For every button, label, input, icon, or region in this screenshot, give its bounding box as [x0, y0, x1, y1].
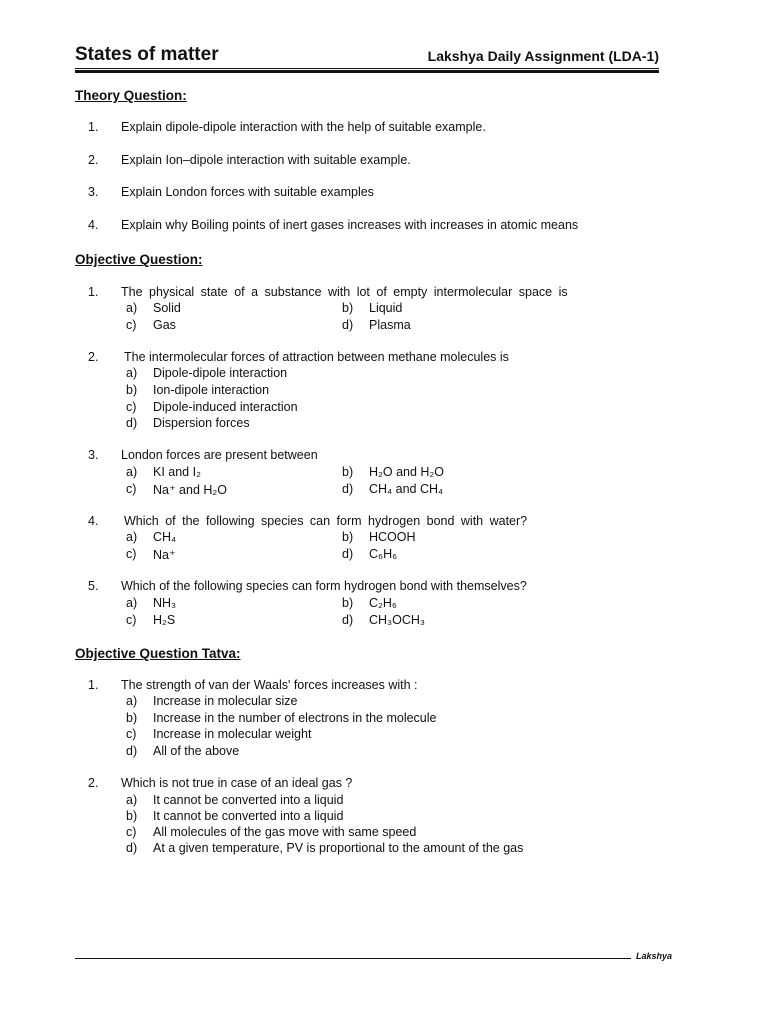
- option-label: d): [126, 416, 138, 430]
- question-number: 1.: [88, 285, 99, 299]
- question-text: Which of the following species can form hydrogen bond with themselves?: [121, 579, 527, 593]
- question-text: London forces are present between: [121, 448, 318, 462]
- assignment-label: Lakshya Daily Assignment (LDA-1): [427, 48, 659, 64]
- question-text: The physical state of a substance with lot of empty intermolecular space is: [121, 285, 568, 299]
- theory-heading: Theory Question:: [75, 88, 187, 103]
- question-number: 3.: [88, 448, 99, 462]
- option-label: b): [342, 465, 354, 479]
- question-text: The intermolecular forces of attraction between methane molecules is: [124, 350, 509, 364]
- option-text: It cannot be converted into a liquid: [153, 809, 344, 823]
- option-text: Increase in molecular weight: [153, 727, 312, 741]
- question-text: The strength of van der Waals' forces increases with :: [121, 678, 418, 692]
- option-label: a): [126, 530, 138, 544]
- question-text: Explain dipole-dipole interaction with the help of suitable example.: [121, 120, 486, 134]
- option-text: NH₃: [153, 596, 177, 610]
- option-label: b): [342, 596, 354, 610]
- option-text: Dipole-induced interaction: [153, 400, 298, 414]
- option-label: a): [126, 366, 138, 380]
- option-text: All of the above: [153, 744, 240, 758]
- option-text: Dipole-dipole interaction: [153, 366, 288, 380]
- option-label: a): [126, 793, 138, 807]
- footer-brand: Lakshya: [636, 951, 673, 961]
- option-text: Increase in molecular size: [153, 694, 298, 708]
- question-number: 3.: [88, 185, 99, 199]
- option-label: c): [126, 482, 137, 496]
- option-text: At a given temperature, PV is proportional to the amount of the gas: [153, 841, 524, 855]
- option-text: Increase in the number of electrons in the molecule: [153, 711, 437, 725]
- option-text: Liquid: [369, 301, 403, 315]
- question-number: 5.: [88, 579, 99, 593]
- objective-heading: Objective Question:: [75, 252, 203, 267]
- option-label: c): [126, 825, 137, 839]
- page-header: [75, 44, 659, 68]
- option-label: c): [126, 318, 137, 332]
- option-text: Ion-dipole interaction: [153, 383, 270, 397]
- option-label: d): [342, 482, 354, 496]
- option-label: c): [126, 613, 137, 627]
- option-label: a): [126, 596, 138, 610]
- question-text: Which of the following species can form hydrogen bond with water?: [124, 514, 528, 528]
- option-text: H₂S: [153, 613, 176, 627]
- question-number: 4.: [88, 514, 99, 528]
- question-number: 4.: [88, 218, 99, 232]
- option-text: C₂H₆: [369, 596, 397, 610]
- question-number: 1.: [88, 120, 99, 134]
- option-label: a): [126, 301, 138, 315]
- option-label: b): [342, 301, 354, 315]
- question-number: 2.: [88, 350, 99, 364]
- option-text: CH₄ and CH₄: [369, 482, 444, 496]
- option-label: c): [126, 727, 137, 741]
- option-text: CH₃OCH₃: [369, 613, 426, 627]
- option-text: All molecules of the gas move with same speed: [153, 825, 417, 839]
- option-text: It cannot be converted into a liquid: [153, 793, 344, 807]
- question-number: 1.: [88, 678, 99, 692]
- question-number: 2.: [88, 153, 99, 167]
- option-label: d): [342, 318, 354, 332]
- option-text: Solid: [153, 301, 181, 315]
- option-text: Dispersion forces: [153, 416, 250, 430]
- footer-divider: [75, 958, 631, 959]
- option-label: a): [126, 465, 138, 479]
- option-text: Gas: [153, 318, 176, 332]
- option-label: b): [126, 383, 138, 397]
- option-label: b): [342, 530, 354, 544]
- question-number: 2.: [88, 776, 99, 790]
- option-text: Plasma: [369, 318, 411, 332]
- option-label: d): [126, 841, 138, 855]
- option-label: a): [126, 694, 138, 708]
- option-label: d): [126, 744, 138, 758]
- option-text: C₆H₆: [369, 547, 398, 561]
- option-text: KI and I₂: [153, 465, 201, 479]
- question-text: Explain London forces with suitable examples: [121, 185, 374, 199]
- option-text: H₂O and H₂O: [369, 465, 445, 479]
- option-label: d): [342, 613, 354, 627]
- question-text: Explain Ion–dipole interaction with suitable example.: [121, 153, 411, 167]
- option-label: c): [126, 547, 137, 561]
- page-title: States of matter: [75, 44, 219, 65]
- header-divider-thin: [75, 68, 659, 69]
- option-label: c): [126, 400, 137, 414]
- option-text: Na⁺ and H₂O: [153, 483, 227, 497]
- option-label: d): [342, 547, 354, 561]
- header-divider-thick: [75, 70, 659, 73]
- option-label: b): [126, 711, 138, 725]
- tatva-heading: Objective Question Tatva:: [75, 646, 241, 661]
- option-text: CH₄: [153, 530, 177, 544]
- question-text: Which is not true in case of an ideal gas ?: [121, 776, 353, 790]
- option-label: b): [126, 809, 138, 823]
- option-text: HCOOH: [369, 530, 416, 544]
- question-text: Explain why Boiling points of inert gases increases with increases in atomic means: [121, 218, 579, 232]
- option-text: Na⁺: [153, 548, 176, 562]
